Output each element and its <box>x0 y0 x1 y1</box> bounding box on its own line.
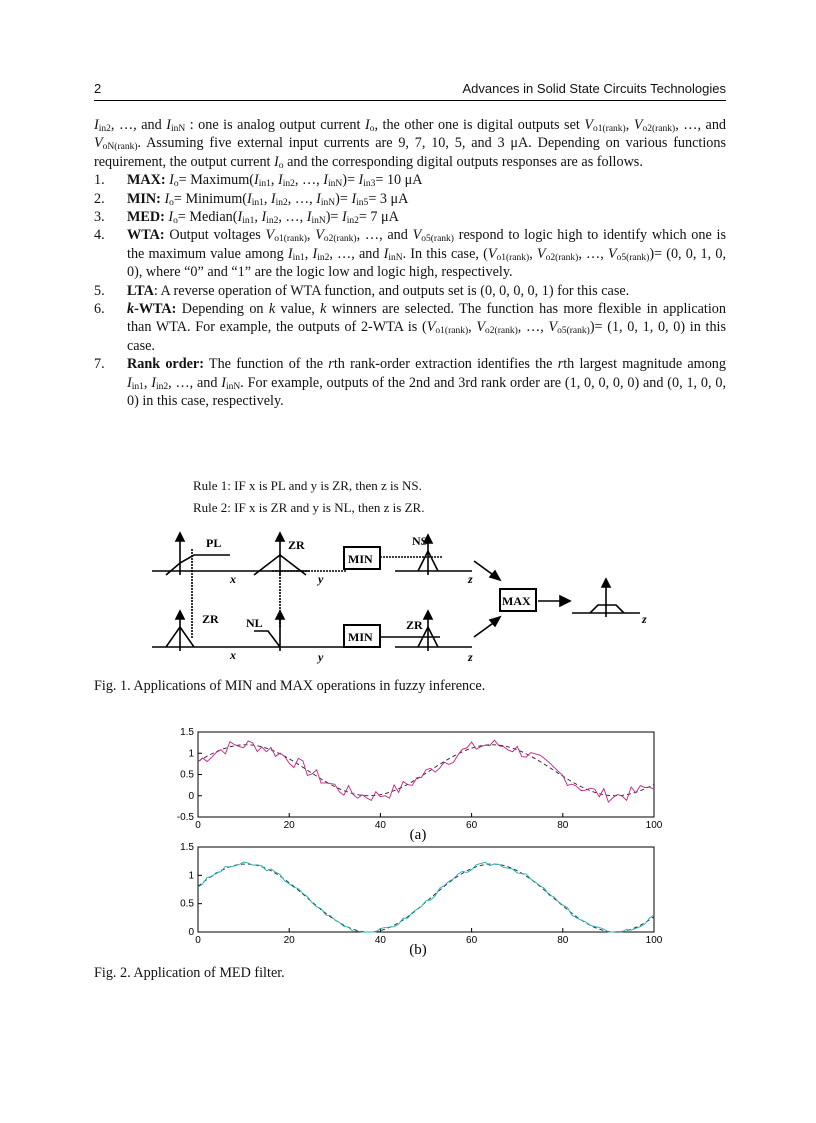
axis-y-top: y <box>318 572 324 586</box>
y-tick-label: 0 <box>188 927 194 938</box>
x-tick-label: 0 <box>195 820 201 831</box>
list-item: 3. MED: $I_o=$ $Median(I_{in1}$, $I_{in2}$, …, $I_{inN})= I_{in2}= 7$ μA <box>94 209 399 227</box>
rule-1: Rule 1: IF x is PL and y is ZR, then z is NS. <box>193 478 422 493</box>
x-tick-label: 100 <box>645 935 663 946</box>
plot-frame <box>198 732 654 817</box>
function-list <box>94 171 726 410</box>
x-tick-label: 60 <box>466 935 478 946</box>
min-box-bottom: MIN <box>348 630 373 644</box>
y-tick-label: -0.5 <box>176 812 194 823</box>
list-item: 5. LTA: A reverse operation of WTA function, and outputs set is (0, 0, 0, 0, 1) for this case. <box>94 282 630 299</box>
plot-frame <box>198 847 654 932</box>
panel-label: (b) <box>409 942 427 958</box>
axis-x-bottom: x <box>230 648 236 662</box>
axis-z-bottom: z <box>468 650 473 664</box>
x-tick-label: 20 <box>283 820 295 831</box>
axis-z-top: z <box>468 572 473 586</box>
label-NS: NS <box>412 534 428 548</box>
x-tick-label: 80 <box>557 820 569 831</box>
filtered-series <box>198 862 654 932</box>
list-item: 4. WTA: Output voltages $V_{o1(rank)}$, $V_{o2(rank)}$, …, and $V_{o5(rank)}$ respond to logic high to identify which one is the maximum value among $I_{in1}$, $I_{in2}$, …, and $I_{inN}$. In this case, ($V_{o1(rank)}$, $V_{o2(rank)}$, …, $V_{o5(rank)})= (0$, 0, 1, 0, 0), where “0” and “1” are the logic low and logic high, respectively. <box>94 227 727 281</box>
x-tick-label: 100 <box>645 820 663 831</box>
y-tick-label: 0.5 <box>180 769 194 781</box>
label-ZR-right: ZR <box>406 618 423 632</box>
min-box-top: MIN <box>348 552 373 566</box>
x-tick-label: 60 <box>466 820 478 831</box>
x-tick-label: 80 <box>557 935 569 946</box>
book-title: Advances in Solid State Circuits Technologies <box>462 81 726 96</box>
label-PL: PL <box>206 536 222 550</box>
med-filter-plots <box>160 720 663 960</box>
intro-paragraph: $I_{in2}$, …, and $I_{inN}$ : one is analog output current $I_o$, the other one is digital outputs set $V_{o1(rank)}$, $V_{o2(rank)}$, …, and $V_{oN(rank)}$. Assuming five external input currents are 9, 7, 10, 5, and 3 μA. Depending on various functions requirement, the output current $I_o$ and the corresponding digital outputs responses are as follows. <box>94 117 727 171</box>
y-tick-label: 0.5 <box>180 898 194 910</box>
list-item: 7. Rank order: The function of the rth rank-order extraction identifies the rth largest magnitude among $I_{in1}$, $I_{in2}$, …, and $I_{inN}$. For example, outputs of the 2nd and 3rd rank order are (1, 0, 0, 0, 0) and (0, 1, 0, 0, 0) in this case, respectively. <box>94 356 726 410</box>
x-tick-label: 0 <box>195 935 201 946</box>
body-text <box>94 116 726 411</box>
list-item: 2. MIN: $I_o=$ $Minimum(I_{in1}$, $I_{in2}$, …, $I_{inN})= I_{in5}= 3$ μA <box>94 190 409 208</box>
axis-x-top: x <box>230 572 236 586</box>
fuzzy-inference-diagram <box>150 527 670 667</box>
list-item: 1. MAX: $I_o=$ $Maximum(I_{in1}$, $I_{in2}$, …, $I_{inN})= I_{in3}= 10$ μA <box>94 172 423 190</box>
x-tick-label: 20 <box>283 935 295 946</box>
y-tick-label: 0 <box>188 790 194 802</box>
list-item: 6. k-WTA: Depending on k value, k winners are selected. The function has more flexible in application than WTA. For example, the outputs of 2-WTA is ($V_{o1(rank)}$, $V_{o2(rank)}$, …, $V_{o5(rank)})= (1$, 0, 1, 0, 0) in this case. <box>94 301 727 354</box>
axis-y-bottom: y <box>318 650 324 664</box>
fig1-caption: Fig. 1. Applications of MIN and MAX operations in fuzzy inference. <box>94 678 486 694</box>
y-tick-label: 1.5 <box>180 727 194 738</box>
panel-label: (a) <box>409 827 427 843</box>
y-tick-label: 1.5 <box>180 842 194 853</box>
page-number: 2 <box>94 81 102 96</box>
y-tick-label: 1 <box>188 870 194 882</box>
x-tick-label: 40 <box>374 935 386 946</box>
fig2-caption: Fig. 2. Application of MED filter. <box>94 965 285 981</box>
y-tick-label: 1 <box>188 748 194 760</box>
axis-z-output: z <box>642 612 647 626</box>
rule-2: Rule 2: IF x is ZR and y is NL, then z is ZR. <box>193 500 425 515</box>
x-tick-label: 40 <box>374 820 386 831</box>
running-header <box>94 78 726 101</box>
label-ZR-top: ZR <box>288 538 305 552</box>
label-ZR-bottom: ZR <box>202 612 219 626</box>
noisy-series <box>198 740 654 802</box>
max-box: MAX <box>502 594 531 608</box>
label-NL: NL <box>246 616 263 630</box>
